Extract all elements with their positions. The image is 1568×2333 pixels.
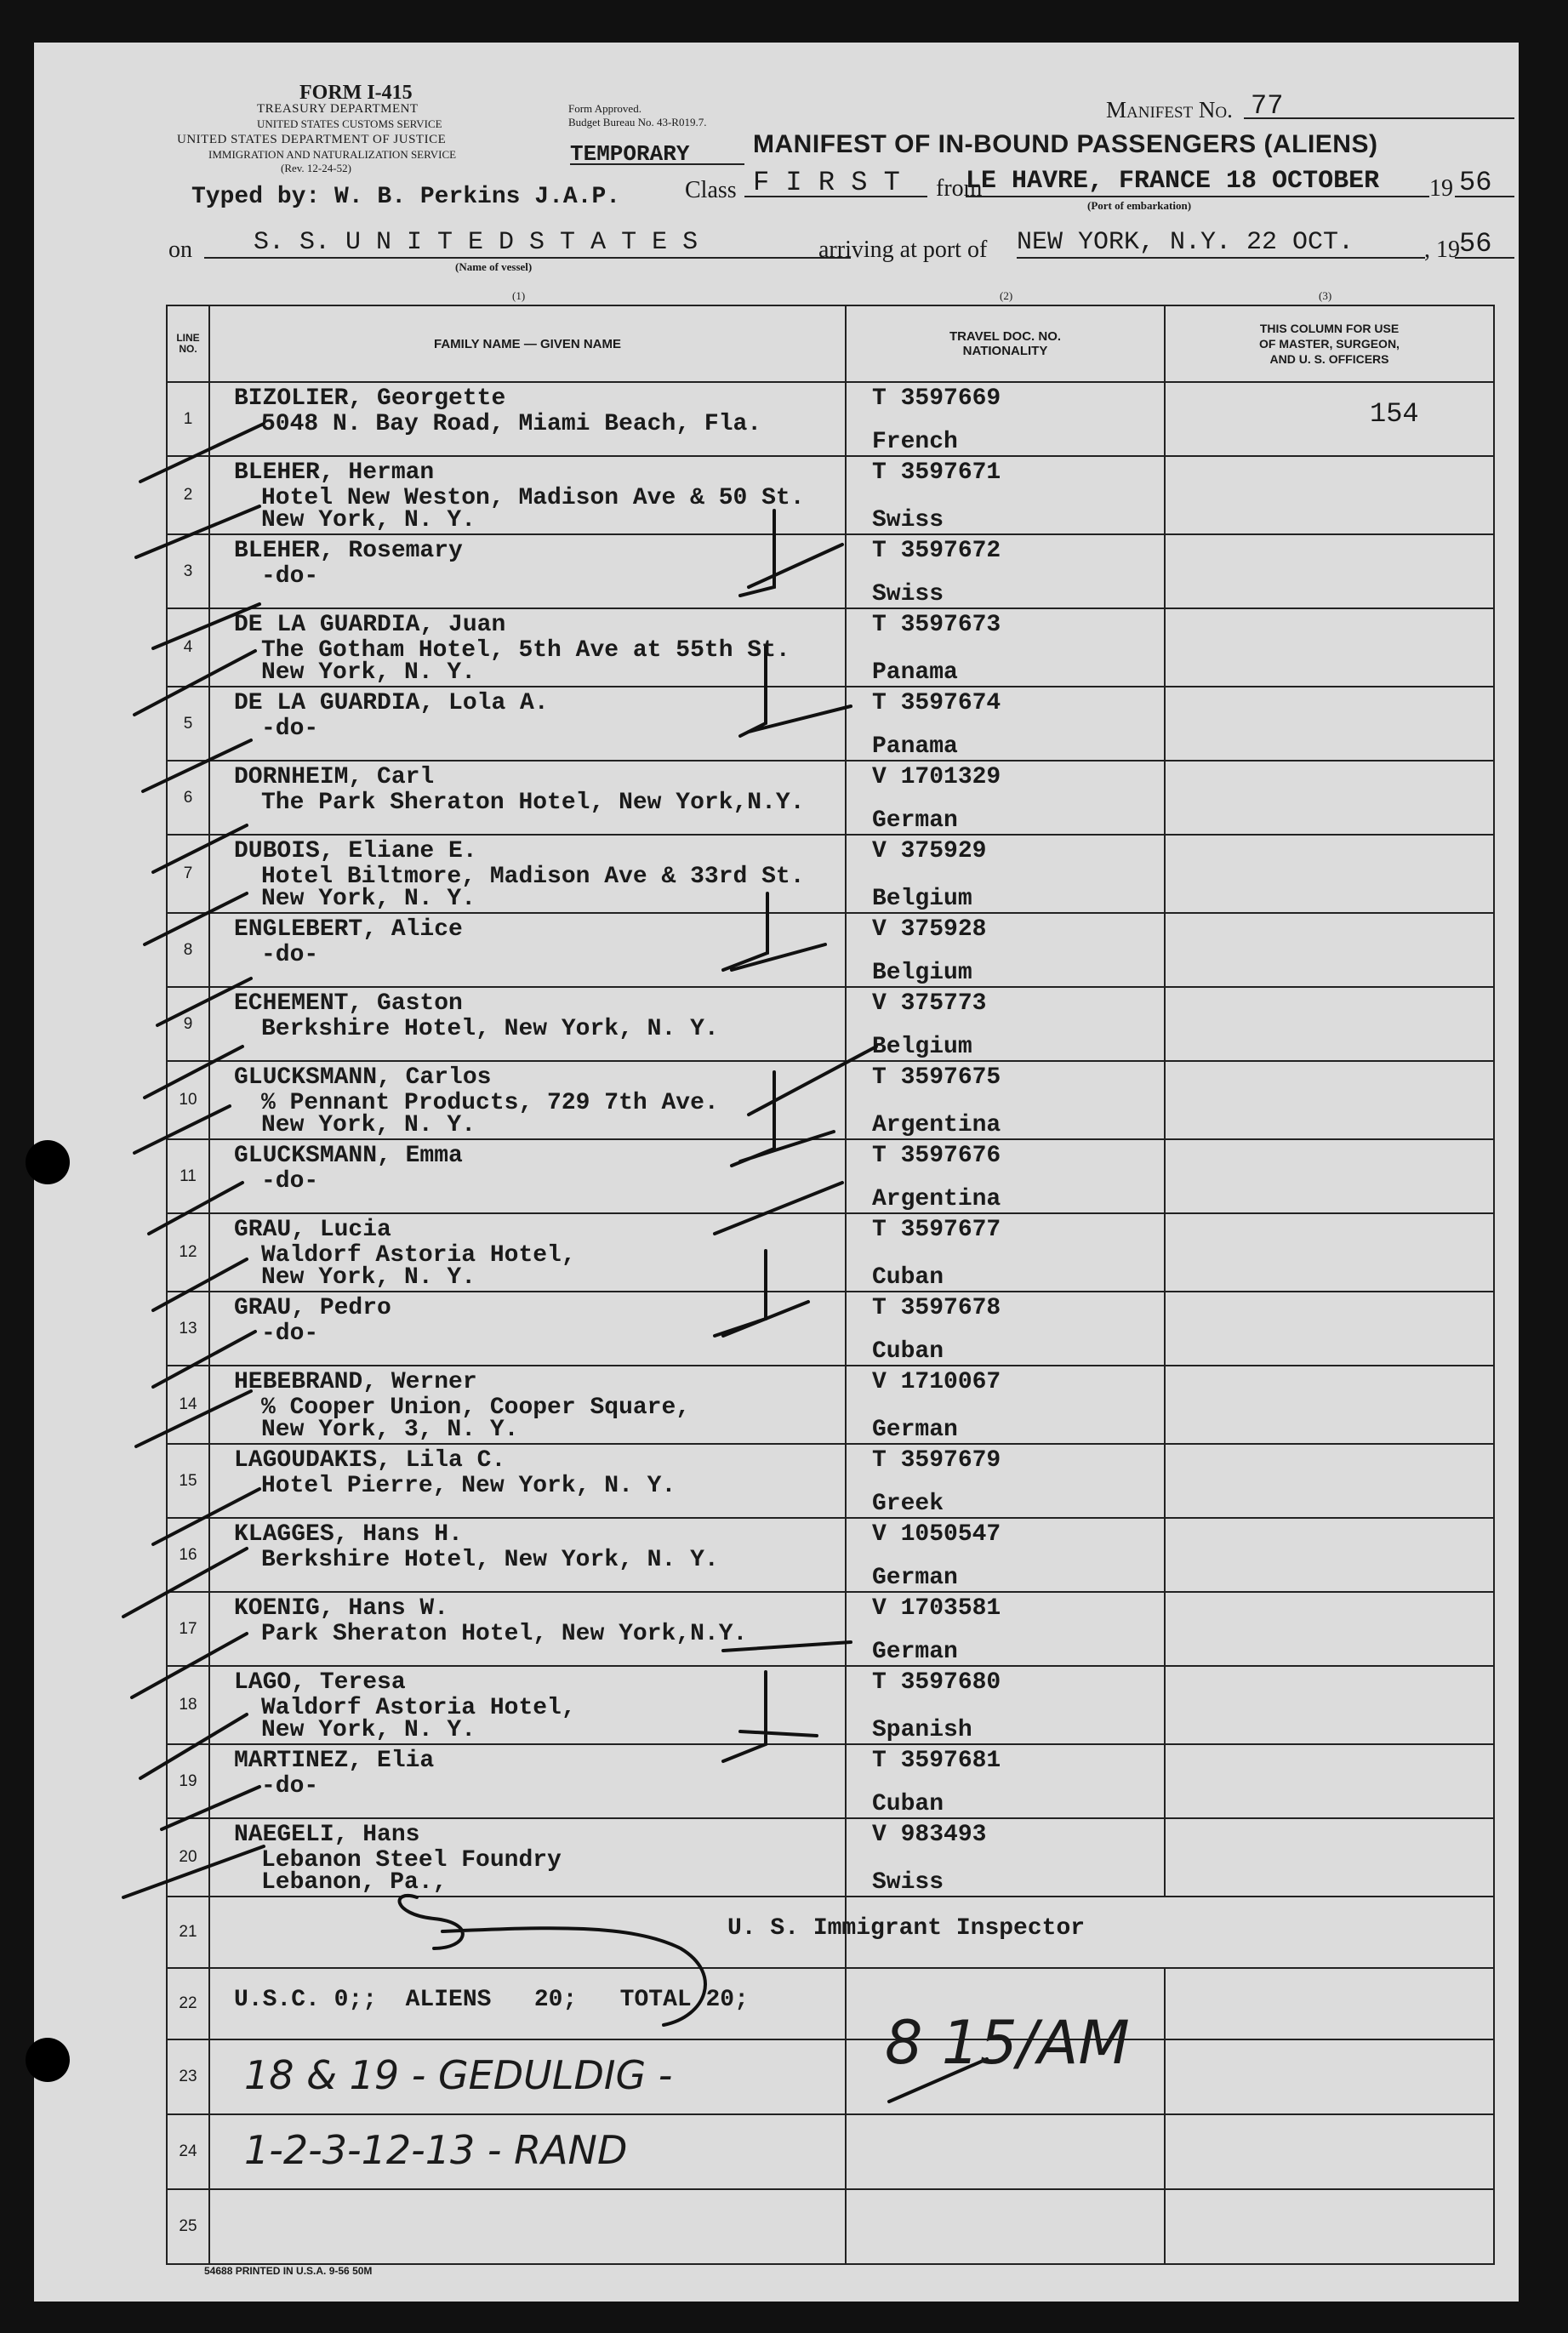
vessel-caption: (Name of vessel): [455, 260, 533, 273]
line-number: 13: [167, 1292, 209, 1366]
passenger-name: GLUCKSMANN, Emma: [234, 1143, 463, 1169]
line-number: 8: [167, 913, 209, 987]
line-number: 6: [167, 761, 209, 835]
check-mark-7: [145, 893, 247, 944]
passenger-name: DE LA GUARDIA, Lola A.: [234, 690, 549, 716]
nationality: German: [872, 1565, 958, 1591]
passenger-name: GRAU, Lucia: [234, 1217, 391, 1243]
travel-doc-number: T 3597679: [872, 1447, 1001, 1474]
check-mark-18: [140, 1714, 247, 1778]
vessel-name: S. S. U N I T E D S T A T E S: [254, 228, 698, 257]
check-mark-6: [153, 825, 247, 872]
check-mark-4: [134, 651, 255, 715]
brace-18-19: [723, 1642, 851, 1761]
passenger-address-line1: The Park Sheraton Hotel, New York,N.Y.: [261, 790, 805, 816]
passenger-address-line2: New York, N. Y.: [261, 1264, 476, 1291]
class-value: F I R S T: [753, 167, 900, 198]
passenger-address-line1: Hotel New Weston, Madison Ave & 50 St.: [261, 485, 805, 511]
passenger-name: MARTINEZ, Elia: [234, 1748, 435, 1774]
inspector-title: U. S. Immigrant Inspector: [727, 1915, 1086, 1942]
passenger-address-line1: Waldorf Astoria Hotel,: [261, 1242, 576, 1269]
hand-mark: 8 15/AM: [885, 2008, 1130, 2078]
travel-doc-number: T 3597678: [872, 1295, 1001, 1321]
col3-number: (3): [1319, 289, 1332, 302]
passenger-name: BIZOLIER, Georgette: [234, 385, 506, 412]
nationality: Cuban: [872, 1264, 944, 1291]
col2-number: (2): [1000, 289, 1013, 302]
passenger-name: BLEHER, Herman: [234, 459, 435, 486]
passenger-address-line1: % Pennant Products, 729 7th Ave.: [261, 1090, 719, 1116]
nationality: Belgium: [872, 1034, 972, 1060]
passenger-address-line1: Hotel Pierre, New York, N. Y.: [261, 1473, 676, 1499]
manifest-number: 77: [1251, 90, 1284, 122]
travel-doc-number: V 1710067: [872, 1369, 1001, 1395]
passenger-name: NAEGELI, Hans: [234, 1822, 420, 1848]
line-number: 25: [167, 2189, 209, 2264]
travel-doc-header: TRAVEL DOC. NO. NATIONALITY: [846, 305, 1165, 382]
check-mark-11: [149, 1183, 242, 1234]
passenger-address-line2: Lebanon, Pa.,: [261, 1869, 448, 1896]
passenger-address-line1: 5048 N. Bay Road, Miami Beach, Fla.: [261, 411, 762, 437]
passenger-name: GRAU, Pedro: [234, 1295, 391, 1321]
passenger-address-line1: -do-: [261, 1168, 319, 1195]
officer-column-header: THIS COLUMN FOR USE OF MASTER, SURGEON, AND U. S. OFFICERS: [1165, 305, 1494, 382]
nationality: Spanish: [872, 1717, 972, 1743]
line-number: 20: [167, 1818, 209, 1897]
nationality: Argentina: [872, 1112, 1001, 1138]
passenger-address-line2: New York, N. Y.: [261, 886, 476, 912]
check-mark-1: [140, 424, 264, 482]
dept-ins: IMMIGRATION AND NATURALIZATION SERVICE: [208, 148, 457, 161]
passenger-name: GLUCKSMANN, Carlos: [234, 1064, 492, 1091]
passenger-name: ECHEMENT, Gaston: [234, 990, 463, 1017]
passenger-address-line1: Berkshire Hotel, New York, N. Y.: [261, 1547, 719, 1573]
check-mark-20: [123, 1846, 264, 1897]
line-number: 7: [167, 835, 209, 913]
line-number: 17: [167, 1592, 209, 1666]
passenger-address-line1: The Gotham Hotel, 5th Ave at 55th St.: [261, 637, 790, 664]
passenger-address-line1: -do-: [261, 942, 319, 968]
passenger-address-line1: Park Sheraton Hotel, New York,N.Y.: [261, 1621, 748, 1647]
brace-12-13: [715, 1183, 842, 1336]
check-mark-19: [162, 1787, 259, 1829]
nationality: German: [872, 807, 958, 834]
col1-number: (1): [512, 289, 526, 302]
line-number: 2: [167, 456, 209, 534]
nationality: Swiss: [872, 507, 944, 533]
passenger-name: LAGO, Teresa: [234, 1669, 406, 1696]
hand-note-24: 1-2-3-12-13 - RAND: [244, 2127, 628, 2173]
travel-doc-number: V 1703581: [872, 1595, 1001, 1622]
line-number: 14: [167, 1366, 209, 1444]
manifest-sheet: [34, 43, 1519, 2302]
punch-hole-bottom: [26, 2038, 70, 2082]
nationality: Greek: [872, 1491, 944, 1517]
travel-doc-number: T 3597673: [872, 612, 1001, 638]
line-number: 11: [167, 1139, 209, 1213]
line-no-header: LINE NO.: [167, 305, 209, 382]
line-number: 19: [167, 1744, 209, 1818]
line-number: 15: [167, 1444, 209, 1518]
class-label: Class: [685, 177, 737, 203]
nationality: Swiss: [872, 1869, 944, 1896]
on-label: on: [168, 237, 192, 263]
line-number: 10: [167, 1061, 209, 1139]
nationality: French: [872, 429, 958, 455]
hand-note-23: 18 & 19 - GEDULDIG -: [244, 2052, 673, 2098]
travel-doc-number: T 3597675: [872, 1064, 1001, 1091]
check-mark-12: [153, 1259, 247, 1310]
port-embark-caption: (Port of embarkation): [1087, 199, 1192, 212]
passenger-address-line2: New York, N. Y.: [261, 659, 476, 686]
passenger-name: DORNHEIM, Carl: [234, 764, 435, 790]
line-number: 5: [167, 687, 209, 761]
print-code: 54688 PRINTED IN U.S.A. 9-56 50M: [204, 2265, 373, 2277]
passenger-name: DE LA GUARDIA, Juan: [234, 612, 506, 638]
passenger-address-line2: New York, N. Y.: [261, 1112, 476, 1138]
nationality: Panama: [872, 733, 958, 760]
nationality: German: [872, 1417, 958, 1443]
nationality: Argentina: [872, 1186, 1001, 1212]
nationality: Belgium: [872, 886, 972, 912]
form-number: FORM I-415: [299, 82, 413, 104]
budget-bureau: Budget Bureau No. 43-R019.7.: [568, 116, 707, 128]
passenger-address-line2: New York, 3, N. Y.: [261, 1417, 519, 1443]
passenger-address-line1: -do-: [261, 1321, 319, 1347]
travel-doc-number: T 3597676: [872, 1143, 1001, 1169]
travel-doc-number: T 3597669: [872, 385, 1001, 412]
nationality: Cuban: [872, 1338, 944, 1365]
brace-2-3: [740, 511, 842, 596]
passenger-name: KLAGGES, Hans H.: [234, 1521, 463, 1548]
arriving-label: arriving at port of: [818, 237, 988, 263]
travel-doc-number: T 3597681: [872, 1748, 1001, 1774]
passenger-address-line1: -do-: [261, 1773, 319, 1800]
check-mark-13: [153, 1332, 255, 1387]
line-number: 21: [167, 1897, 209, 1968]
travel-doc-number: V 375929: [872, 838, 987, 864]
form-title: MANIFEST OF IN-BOUND PASSENGERS (ALIENS): [753, 130, 1378, 158]
line-number: 1: [167, 382, 209, 456]
passenger-address-line1: Lebanon Steel Foundry: [261, 1847, 562, 1874]
brace-7-8: [723, 893, 825, 970]
line-number: 3: [167, 534, 209, 608]
passenger-name: DUBOIS, Eliane E.: [234, 838, 477, 864]
dept-justice: UNITED STATES DEPARTMENT OF JUSTICE: [177, 133, 447, 146]
nationality: German: [872, 1639, 958, 1665]
inspector-signature: [400, 1896, 705, 2025]
check-mark-9: [145, 1047, 242, 1098]
brace-10-11: [732, 1047, 876, 1166]
line-number: 9: [167, 987, 209, 1061]
travel-doc-number: V 375773: [872, 990, 987, 1017]
travel-doc-number: V 375928: [872, 916, 987, 943]
line-number: 23: [167, 2039, 209, 2114]
passenger-address-line1: -do-: [261, 563, 319, 590]
arriving-port: NEW YORK, N.Y. 22 OCT.: [1017, 228, 1354, 257]
check-mark-5: [143, 740, 251, 791]
handwritten-marks: [34, 43, 1519, 2302]
port-of-embarkation: LE HAVRE, FRANCE 18 OCTOBER: [966, 167, 1380, 196]
brace-4-5: [740, 647, 851, 736]
typed-by: Typed by: W. B. Perkins J.A.P.: [191, 184, 621, 210]
check-mark-17: [132, 1634, 247, 1697]
check-mark-16: [123, 1549, 247, 1617]
officer-note: 154: [1370, 398, 1419, 430]
nationality: Belgium: [872, 960, 972, 986]
travel-doc-number: T 3597674: [872, 690, 1001, 716]
punch-hole-top: [26, 1140, 70, 1184]
line-number: 18: [167, 1666, 209, 1744]
travel-doc-number: T 3597671: [872, 459, 1001, 486]
year2-prefix: , 19: [1424, 237, 1460, 263]
passenger-name: KOENIG, Hans W.: [234, 1595, 449, 1622]
passenger-address-line1: Berkshire Hotel, New York, N. Y.: [261, 1016, 719, 1042]
passenger-address-line1: Hotel Biltmore, Madison Ave & 33rd St.: [261, 864, 805, 890]
year1-prefix: 19: [1429, 175, 1453, 202]
form-revision: (Rev. 12-24-52): [281, 162, 351, 174]
nationality: Swiss: [872, 581, 944, 607]
year1: 56: [1459, 167, 1492, 198]
check-mark-2: [136, 506, 259, 557]
passenger-address-line2: New York, N. Y.: [261, 507, 476, 533]
travel-doc-number: V 983493: [872, 1822, 987, 1848]
manifest-label: Manifest No.: [1106, 97, 1233, 123]
line-number: 16: [167, 1518, 209, 1592]
check-mark-3: [153, 604, 259, 648]
travel-doc-number: V 1050547: [872, 1521, 1001, 1548]
check-mark-15: [153, 1489, 259, 1544]
travel-doc-number: T 3597672: [872, 538, 1001, 564]
line-number: 24: [167, 2114, 209, 2189]
travel-doc-number: T 3597680: [872, 1669, 1001, 1696]
travel-doc-number: V 1701329: [872, 764, 1001, 790]
check-mark-8: [157, 978, 251, 1025]
line-number: 22: [167, 1968, 209, 2039]
line-number: 12: [167, 1213, 209, 1292]
nationality: Cuban: [872, 1791, 944, 1817]
nationality: Panama: [872, 659, 958, 686]
totals: U.S.C. 0;; ALIENS 20; TOTAL 20;: [234, 1987, 749, 2013]
passenger-name: BLEHER, Rosemary: [234, 538, 463, 564]
dept-treasury: TREASURY DEPARTMENT: [257, 102, 419, 116]
passenger-address-line1: % Cooper Union, Cooper Square,: [261, 1395, 691, 1421]
line-number: 4: [167, 608, 209, 687]
passenger-name: HEBEBRAND, Werner: [234, 1369, 477, 1395]
passenger-address-line1: Waldorf Astoria Hotel,: [261, 1695, 576, 1721]
travel-doc-number: T 3597677: [872, 1217, 1001, 1243]
form-approved: Form Approved.: [568, 102, 641, 115]
passenger-name: LAGOUDAKIS, Lila C.: [234, 1447, 506, 1474]
from-label: from: [936, 175, 983, 202]
dept-customs: UNITED STATES CUSTOMS SERVICE: [257, 117, 442, 130]
year2: 56: [1459, 228, 1492, 260]
check-mark-10: [134, 1106, 230, 1153]
check-mark-14: [136, 1391, 251, 1446]
passenger-name: ENGLEBERT, Alice: [234, 916, 463, 943]
passenger-address-line2: New York, N. Y.: [261, 1717, 476, 1743]
passenger-address-line1: -do-: [261, 716, 319, 742]
temporary-stamp: TEMPORARY: [570, 141, 690, 167]
name-header: FAMILY NAME — GIVEN NAME: [209, 305, 846, 382]
